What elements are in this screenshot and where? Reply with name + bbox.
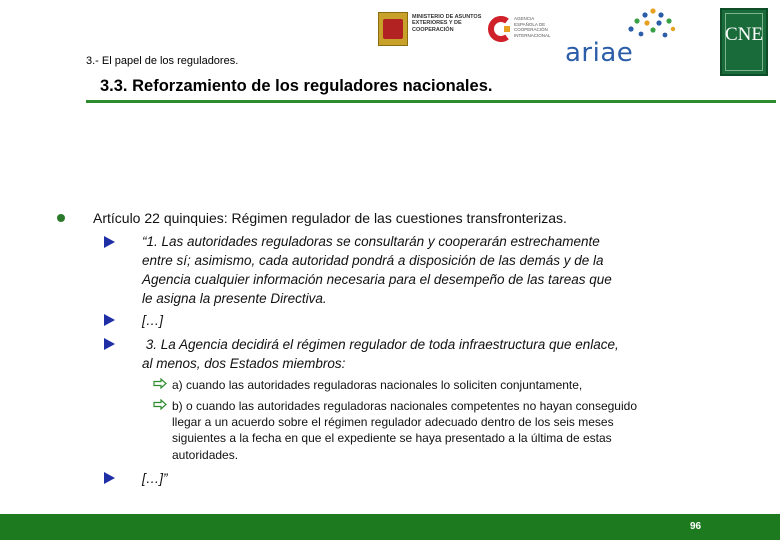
footer-bar — [0, 514, 780, 540]
triangle-bullet-icon — [104, 472, 115, 484]
sub-item-line: al menos, dos Estados miembros: — [142, 356, 346, 371]
sub-item-line: entre sí; asimismo, cada autoridad pondrá a disposición de las demás y de la — [142, 253, 604, 268]
title-divider — [86, 100, 776, 103]
aecid-logo — [486, 14, 556, 46]
ministerio-logo-text: MINISTERIO DE ASUNTOS EXTERIORES Y DE COOPERACIÓN — [412, 14, 482, 33]
cne-logo — [720, 8, 768, 76]
sub-item-line: le asigna la presente Directiva. — [142, 291, 327, 306]
arrow-bullet-icon — [153, 378, 167, 389]
sub-item-line: […]” — [142, 471, 168, 486]
slide-title: 3.3. Reforzamiento de los reguladores nacionales. — [100, 77, 493, 95]
aecid-logo-text: AGENCIA ESPAÑOLA DE COOPERACIÓN INTERNACIONAL — [514, 16, 551, 38]
sub-sub-item-line: autoridades. — [172, 448, 239, 462]
sub-sub-item-line: a) cuando las autoridades reguladoras nacionales lo soliciten conjuntamente, — [172, 378, 583, 392]
ariae-logo — [565, 8, 675, 68]
sub-sub-item-line: siguientes a la fecha en que el expediente se haya presentado a la última de estas — [172, 431, 612, 445]
main-bullet-text: Artículo 22 quinquies: Régimen regulador de las cuestiones transfronterizas. — [93, 210, 567, 226]
sub-sub-item-line: b) o cuando las autoridades reguladoras nacionales competentes no hayan conseguido — [172, 399, 637, 413]
aecid-c-icon — [486, 14, 512, 44]
arrow-bullet-icon — [153, 399, 167, 410]
sub-item-line: “1. Las autoridades reguladoras se consultarán y cooperarán estrechamente — [142, 234, 600, 249]
sub-item-line: 3. La Agencia decidirá el régimen regulador de toda infraestructura que enlace, — [142, 337, 619, 352]
section-label: 3.- El papel de los reguladores. — [86, 55, 239, 67]
bullet-dot-icon — [57, 214, 65, 222]
triangle-bullet-icon — [104, 236, 115, 248]
ariae-wordmark: ariae — [565, 38, 634, 68]
ministerio-logo — [378, 12, 480, 46]
sub-item-line: Agencia cualquier información necesaria para el desempeño de las tareas que — [142, 272, 612, 287]
sub-sub-item-line: llegar a un acuerdo sobre el régimen regulador adecuado dentro de los seis meses — [172, 415, 614, 429]
triangle-bullet-icon — [104, 314, 115, 326]
page-number: 96 — [690, 521, 702, 532]
cne-wordmark: CNE — [725, 24, 763, 45]
triangle-bullet-icon — [104, 338, 115, 350]
coat-of-arms-icon — [378, 12, 408, 46]
sub-item-line: […] — [142, 313, 164, 328]
ariae-dots-icon — [565, 8, 675, 42]
